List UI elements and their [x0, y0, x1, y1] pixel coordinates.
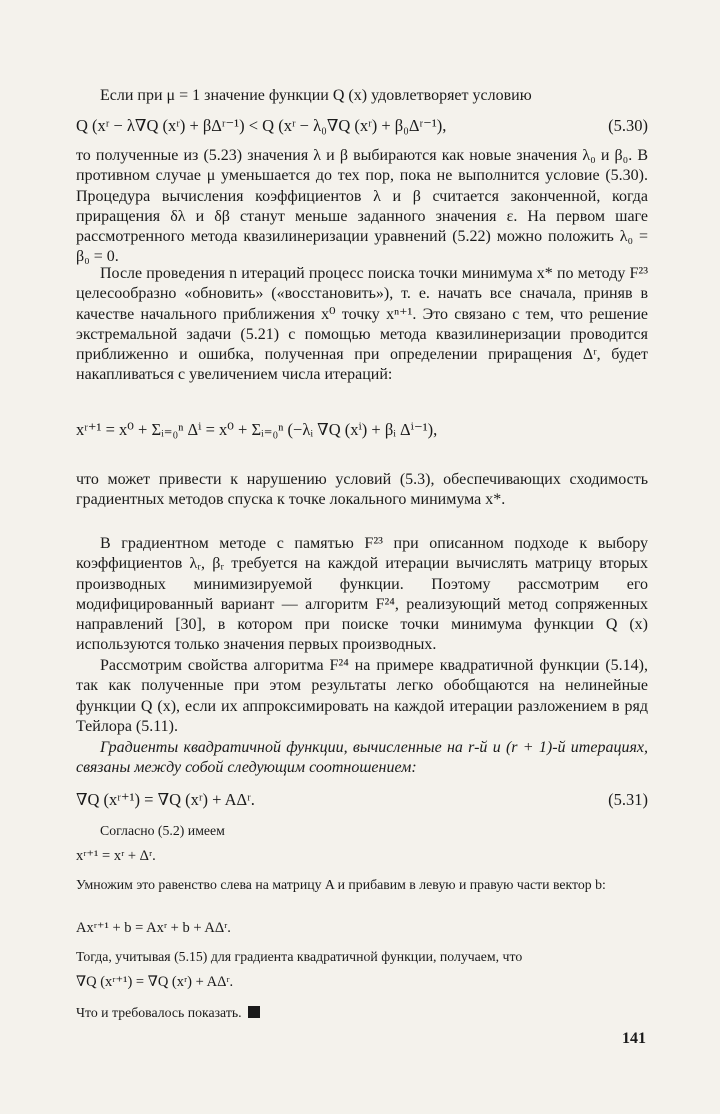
proof-equation-2 [76, 920, 648, 937]
equation-5-30-number: (5.30) [608, 116, 648, 135]
paragraph-4: что может привести к нарушению условий (5.3), обеспечивающих сходимость градиентных методов спуска к точке локального минимума x*. [76, 471, 648, 509]
paragraph-2: то полученные из (5.23) значения λ и β выбираются как новые значения λ₀ и β₀. В противном случае μ уменьшается до тех пор, пока не выполнится условие (5.30). Процедура вычисления коэффициентов λ и β считается законченной, когда приращения δλ и δβ станут меньше заданного значения ε. На первом шаге рассмотренного метода квазилинеризации уравнений (5.22) можно положить λ₀ = β₀ = 0. [76, 147, 648, 266]
equation-5-30 [76, 116, 648, 136]
paragraph-6: Рассмотрим свойства алгоритма F²⁴ на примере квадратичной функции (5.14), так как полученные при этом результаты легко обобщаются на нелинейные функции Q (x), если их аппроксимировать на каждой итерации разложением в ряд Тейлора (5.11). [76, 657, 648, 735]
paragraph-5: В градиентном методе с памятью F²³ при описанном подходе к выбору коэффициентов λᵣ, βᵣ требуется на каждой итерации вычислять матрицу вторых производных минимизируемой функции. Поэтому рассмотрим его модифицированный вариант — алгоритм F²⁴, реализующий метод сопряженных направлений [30], в котором при поиске точки минимума функции Q (x) используются только значения первых производных. [76, 535, 648, 654]
equation-sum-body: xʳ⁺¹ = x⁰ + Σᵢ₌₀ⁿ Δⁱ = x⁰ + Σᵢ₌₀ⁿ (−λᵢ ∇Q (xⁱ) + βᵢ Δⁱ⁻¹), [76, 420, 438, 439]
theorem-statement: Градиенты квадратичной функции, вычисленные на r-й и (r + 1)-й итерациях, связаны между собой следующим соотношением: [76, 739, 648, 777]
proof-equation-3 [76, 974, 648, 991]
proof-conclusion-text: Что и требовалось показать. [76, 1005, 242, 1020]
equation-5-30-body: Q (xʳ − λ∇Q (xʳ) + βΔʳ⁻¹) < Q (xʳ − λ₀∇Q (xʳ) + β₀Δʳ⁻¹), [76, 116, 447, 135]
proof-equation-3-body: ∇Q (xʳ⁺¹) = ∇Q (xʳ) + AΔʳ. [76, 974, 234, 990]
proof-line-3: Тогда, учитывая (5.15) для градиента квадратичной функции, получаем, что [76, 949, 523, 964]
page-number: 141 [622, 1030, 646, 1047]
equation-5-31 [76, 790, 648, 810]
proof-equation-2-body: Axʳ⁺¹ + b = Axʳ + b + AΔʳ. [76, 920, 231, 936]
proof-equation-1 [76, 848, 648, 865]
equation-5-31-number: (5.31) [608, 790, 648, 809]
paragraph-3: После проведения n итераций процесс поиска точки минимума x* по методу F²³ целесообразно «обновить» («восстановить»), т. е. начать все сначала, приняв в качестве начального приближения x⁰ точку xⁿ⁺¹. Это связано с тем, что решение экстремальной задачи (5.21) с помощью метода квазилинеризации проводится приближенно и ошибка, полученная при определении приращения Δʳ, будет накапливаться с увеличением числа итераций: [76, 265, 648, 384]
proof-line-1: Согласно (5.2) имеем [100, 823, 225, 838]
proof-conclusion [76, 1002, 648, 1023]
paragraph-1: Если при μ = 1 значение функции Q (x) удовлетворяет условию [100, 87, 532, 104]
equation-5-31-body: ∇Q (xʳ⁺¹) = ∇Q (xʳ) + AΔʳ. [76, 790, 255, 809]
equation-sum [76, 420, 648, 440]
proof-line-2: Умножим это равенство слева на матрицу A и прибавим в левую и правую части вектор b: [76, 877, 606, 892]
proof-equation-1-body: xʳ⁺¹ = xʳ + Δʳ. [76, 848, 156, 864]
end-of-proof-icon [248, 1006, 260, 1018]
